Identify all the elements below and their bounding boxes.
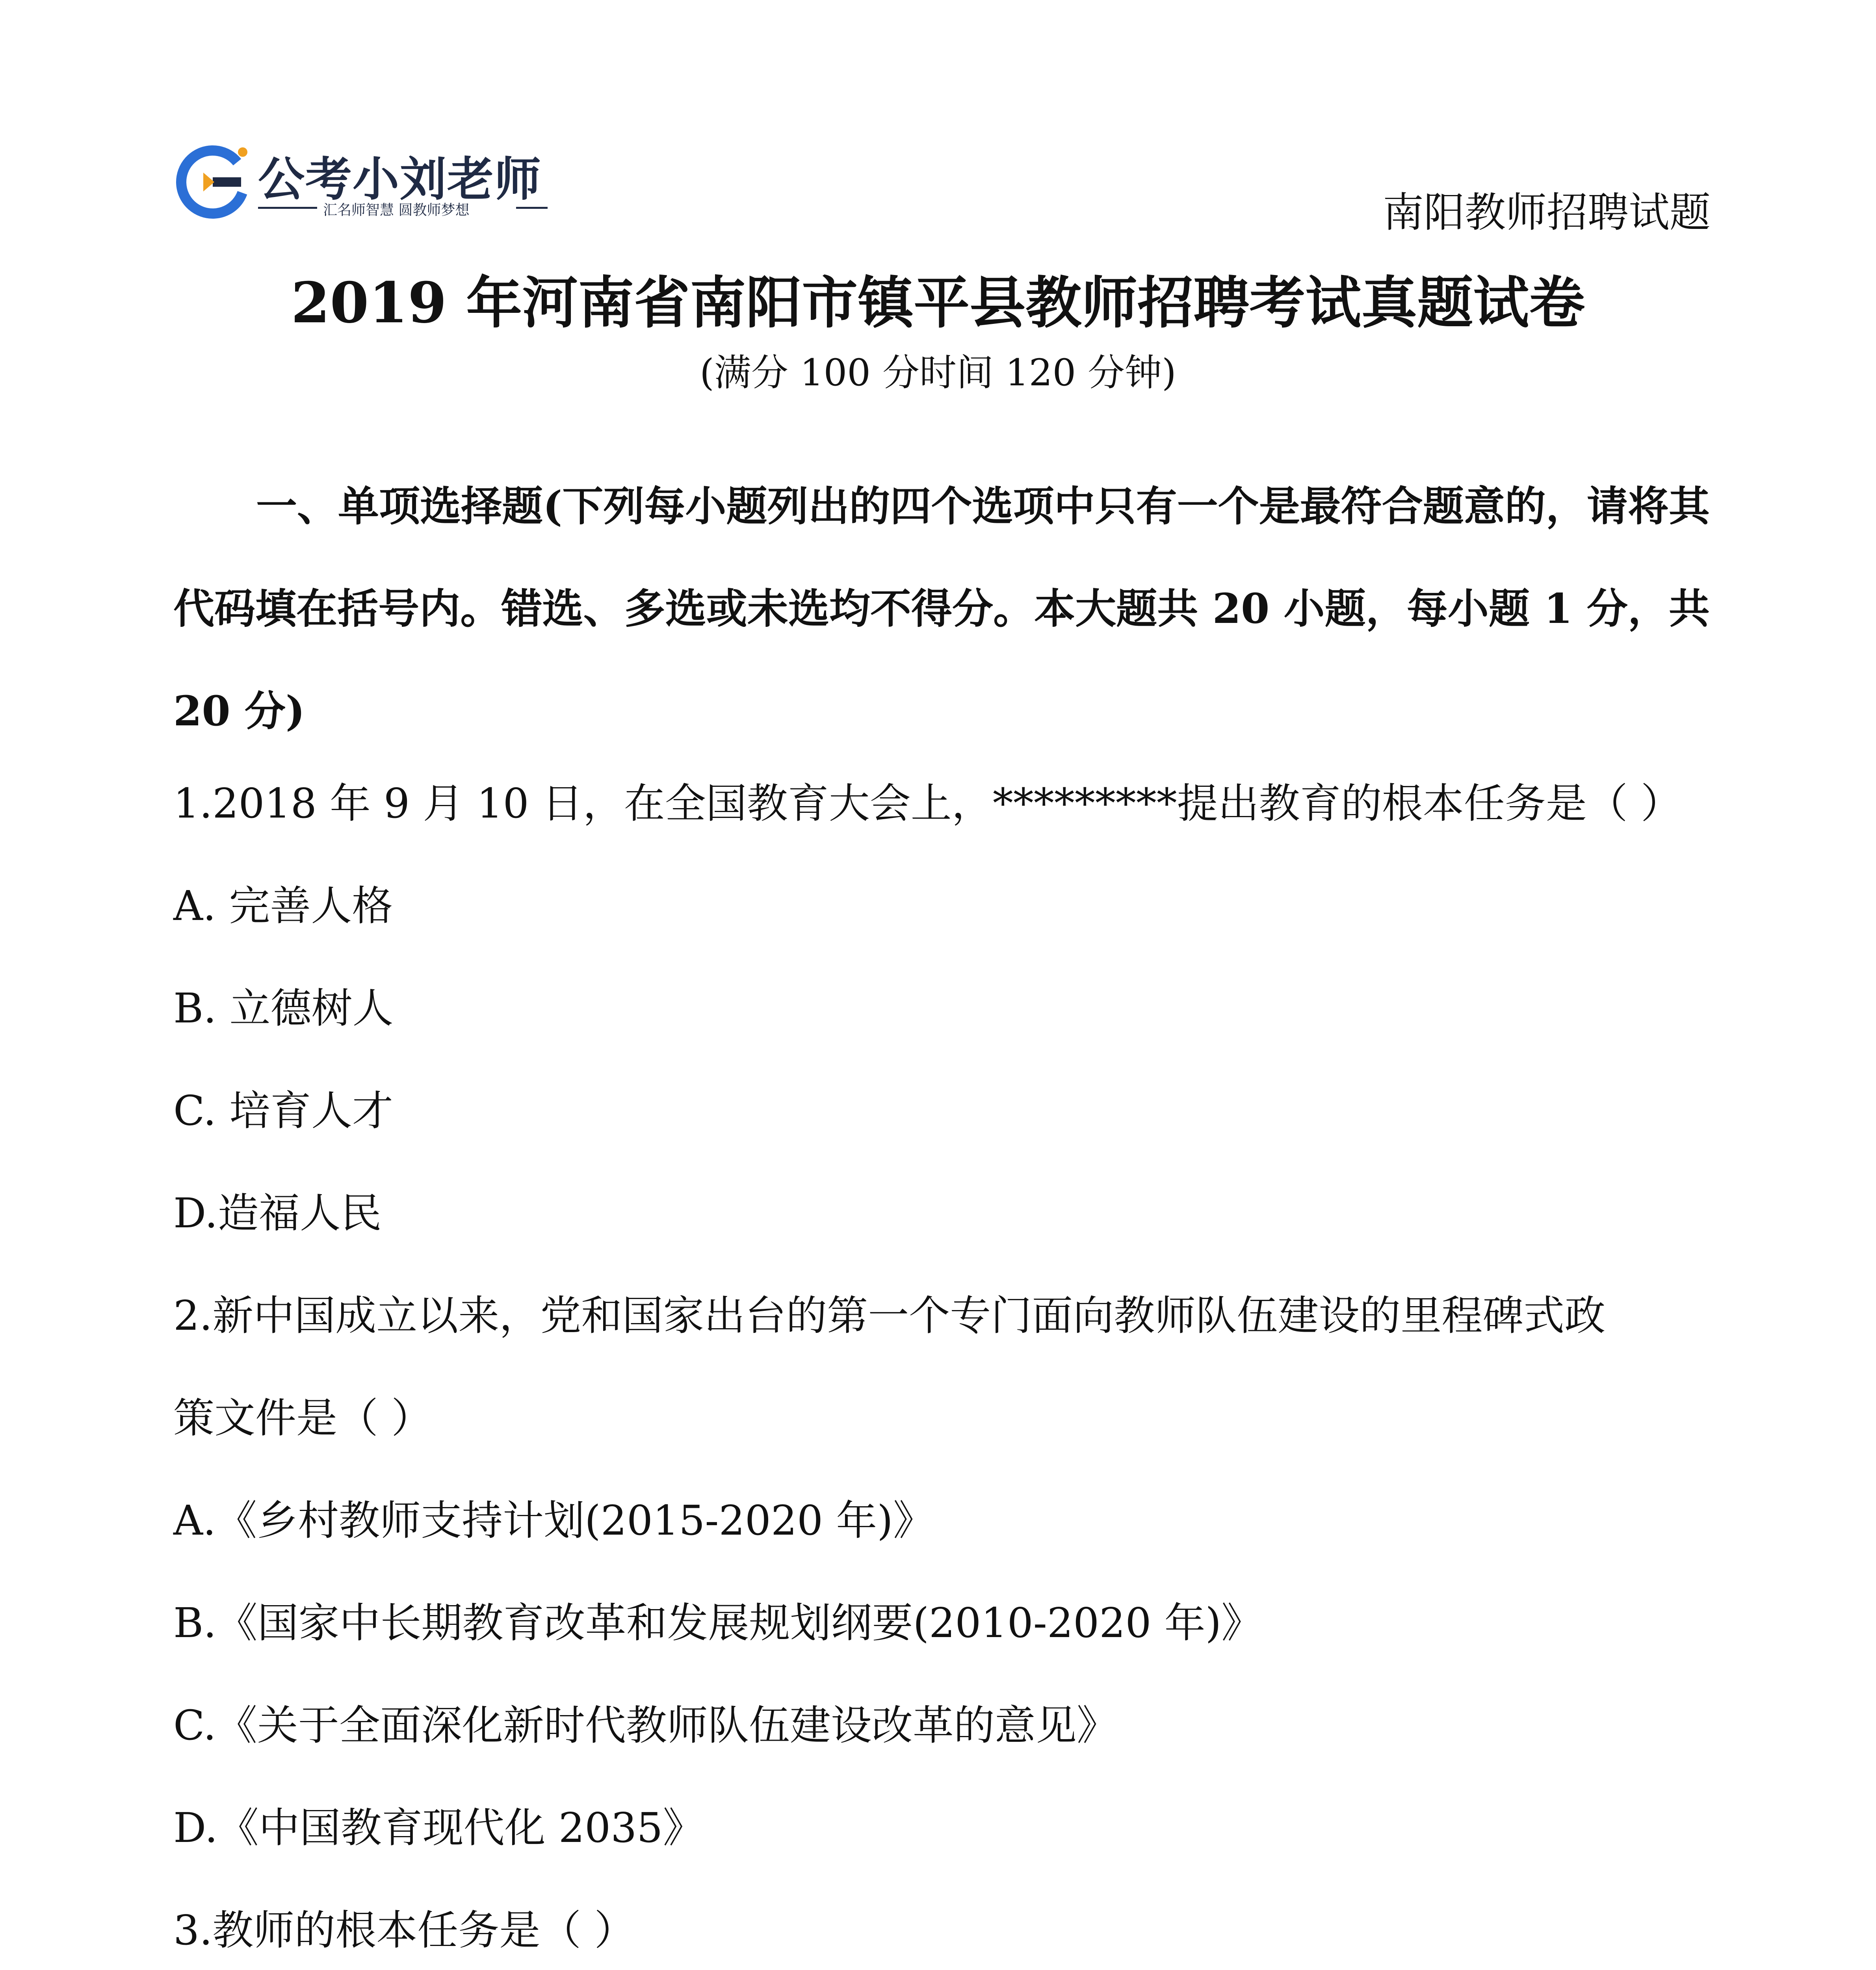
document-subtitle: (满分 100 分时间 120 分钟) [700,351,1176,394]
question-2-stem-line-2: 策文件是（ ） [173,1394,433,1442]
question-2-option-d: D.《中国教育现代化 2035》 [173,1804,704,1852]
question-1-option-a: A. 完善人格 [173,882,393,930]
brand-logo [173,138,552,225]
question-1-option-b: B. 立德树人 [173,984,394,1032]
question-1-option-c: C. 培育人才 [173,1087,393,1135]
question-1-stem: 1.2018 年 9 月 10 日，在全国教育大会上，*********提出教育的根本任务是（ ） [173,779,1682,827]
question-2-option-b: B.《国家中长期教育改革和发展规划纲要(2010-2020 年)》 [173,1599,1263,1647]
question-2-stem-line-1: 2.新中国成立以来，党和国家出台的第一个专门面向教师队伍建设的里程碑式政 [173,1292,1606,1340]
question-1-option-d: D.造福人民 [173,1189,382,1237]
brand-divider-left [258,207,317,209]
brand-name: 公考小刘老师 [258,152,542,206]
document-title: 2019 年河南省南阳市镇平县教师招聘考试真题试卷 [291,270,1585,336]
question-3-stem: 3.教师的根本任务是（ ） [173,1906,635,1954]
question-2-option-a: A.《乡村教师支持计划(2015-2020 年)》 [173,1496,934,1544]
section-instructions: 一、单项选择题(下列每小题列出的四个选项中只有一个是最符合题意的，请将其代码填在括号内。错选、多选或未选均不得分。本大题共 20 小题，每小题 1 分，共 20 分) [173,482,1710,735]
question-2-option-c: C.《关于全面深化新时代教师队伍建设改革的意见》 [173,1701,1118,1749]
brand-divider-right [516,207,548,209]
brand-logo-mark-icon [173,141,252,220]
brand-slogan: 汇名师智慧 圆教师梦想 [323,202,470,218]
header-category: 南阳教师招聘试题 [1382,188,1711,236]
